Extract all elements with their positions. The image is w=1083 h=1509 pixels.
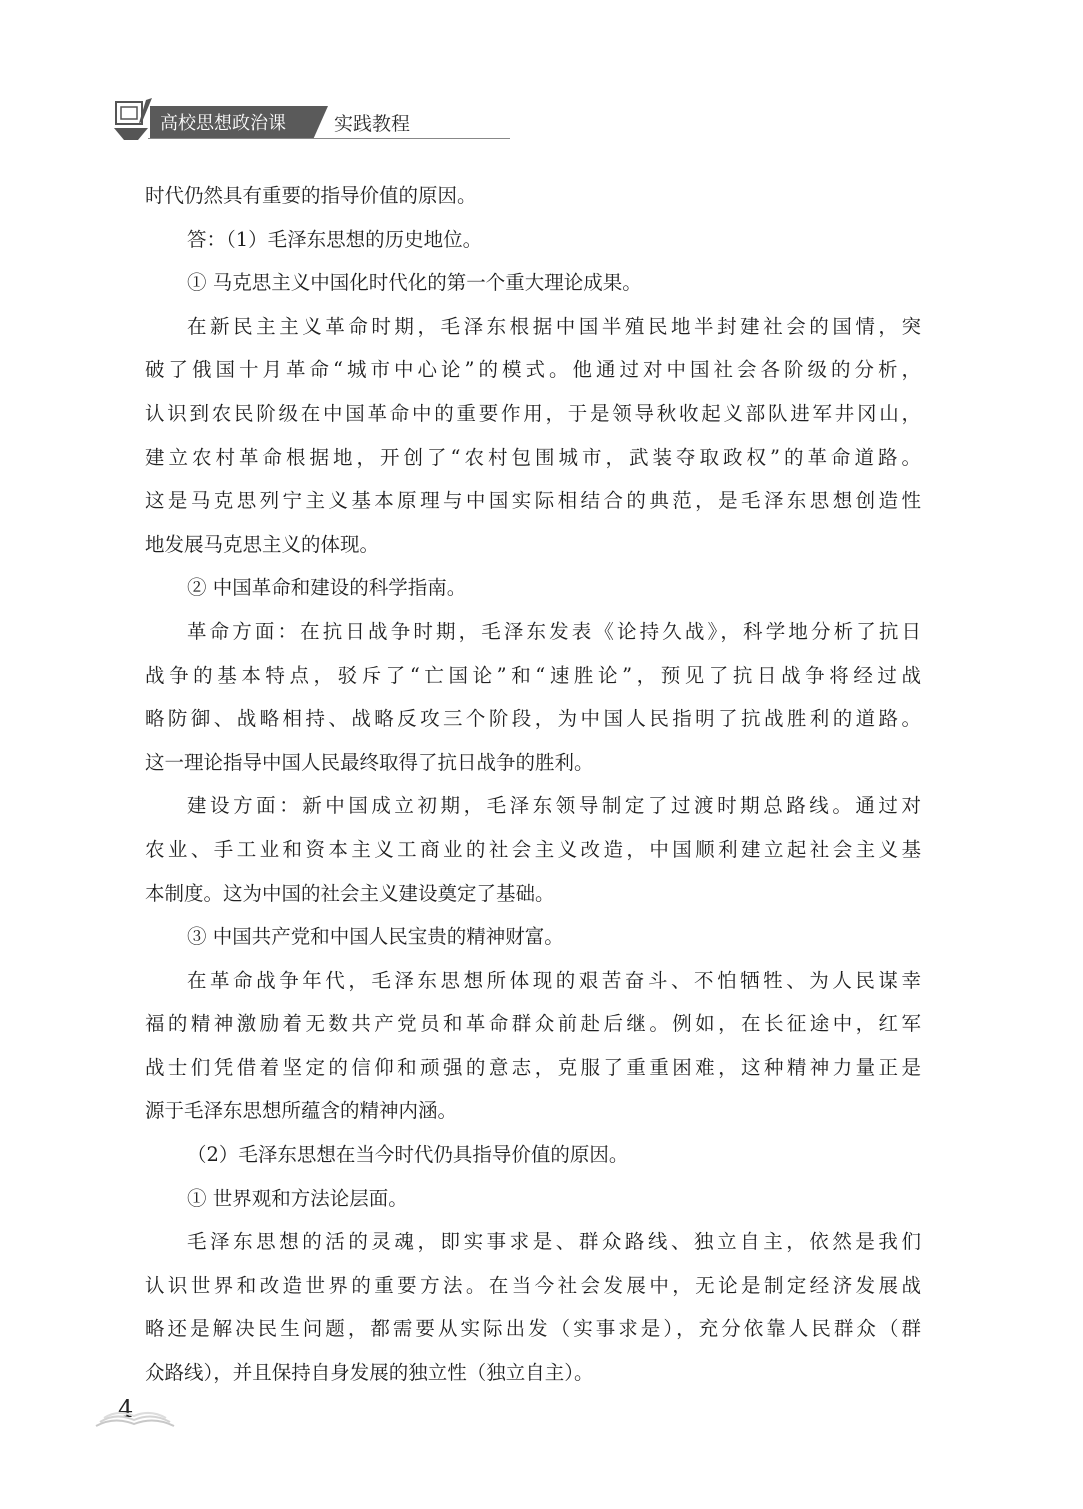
text-line: 福的精神激励着无数共产党员和革命群众前赴后继。例如，在长征途中，红军 (145, 1012, 921, 1036)
text-line: （2）毛泽东思想在当今时代仍具指导价值的原因。 (187, 1143, 629, 1167)
text-line: 破了俄国十月革命“城市中心论”的模式。他通过对中国社会各阶级的分析， (145, 358, 921, 382)
text-line: 建立农村革命根据地，开创了“农村包围城市，武装夺取政权”的革命道路。 (145, 445, 921, 469)
text-line: 认识世界和改造世界的重要方法。在当今社会发展中，无论是制定经济发展战 (145, 1273, 921, 1297)
text-line: 在革命战争年代，毛泽东思想所体现的艰苦奋斗、不怕牺牲、为人民谋幸 (187, 968, 921, 992)
text-line: 战争的基本特点，驳斥了“亡国论”和“速胜论”，预见了抗日战争将经过战 (145, 663, 921, 687)
text-line: 略还是解决民生问题，都需要从实际出发（实事求是），充分依靠人民群众（群 (145, 1317, 921, 1341)
text-line: 本制度。这为中国的社会主义建设奠定了基础。 (145, 881, 555, 905)
text-line: 众路线），并且保持自身发展的独立性（独立自主）。 (145, 1361, 594, 1385)
text-line: 革命方面：在抗日战争时期，毛泽东发表《论持久战》，科学地分析了抗日 (187, 619, 921, 643)
text-line: 农业、手工业和资本主义工商业的社会主义改造，中国顺利建立起社会主义基 (145, 837, 921, 861)
text-line: 建设方面：新中国成立初期，毛泽东领导制定了过渡时期总路线。通过对 (187, 794, 921, 818)
text-line: 答：（1）毛泽东思想的历史地位。 (187, 227, 483, 251)
text-line: ① 世界观和方法论层面。 (187, 1186, 408, 1210)
text-line: 在新民主主义革命时期，毛泽东根据中国半殖民地半封建社会的国情，突 (187, 314, 921, 338)
text-line: 这是马克思列宁主义基本原理与中国实际相结合的典范，是毛泽东思想创造性 (145, 489, 921, 513)
text-line: 地发展马克思主义的体现。 (145, 532, 380, 556)
header-rule (148, 138, 510, 139)
page-number: 4 (118, 1395, 134, 1423)
text-line: ① 马克思主义中国化时代化的第一个重大理论成果。 (187, 271, 642, 295)
body-text (145, 174, 921, 1395)
text-line: 战士们凭借着坚定的信仰和顽强的意志，克服了重重困难，这种精神力量正是 (145, 1055, 921, 1079)
book-series-title: 高校思想政治课 (160, 113, 286, 134)
book-pen-icon (112, 96, 156, 142)
text-line: 源于毛泽东思想所蕴含的精神内涵。 (145, 1099, 458, 1123)
open-book-icon (94, 1408, 176, 1430)
text-line: ③ 中国共产党和中国人民宝贵的精神财富。 (187, 925, 564, 949)
book-subtitle: 实践教程 (334, 113, 411, 135)
text-line: 这一理论指导中国人民最终取得了抗日战争的胜利。 (145, 750, 594, 774)
text-line: 略防御、战略相持、战略反攻三个阶段，为中国人民指明了抗战胜利的道路。 (145, 707, 921, 731)
text-line: 毛泽东思想的活的灵魂，即实事求是、群众路线、独立自主，依然是我们 (187, 1230, 921, 1254)
text-line: 时代仍然具有重要的指导价值的原因。 (145, 184, 477, 207)
text-line: ② 中国革命和建设的科学指南。 (187, 576, 467, 600)
running-header (112, 96, 412, 144)
text-line: 认识到农民阶级在中国革命中的重要作用，于是领导秋收起义部队进军井冈山， (145, 401, 921, 425)
